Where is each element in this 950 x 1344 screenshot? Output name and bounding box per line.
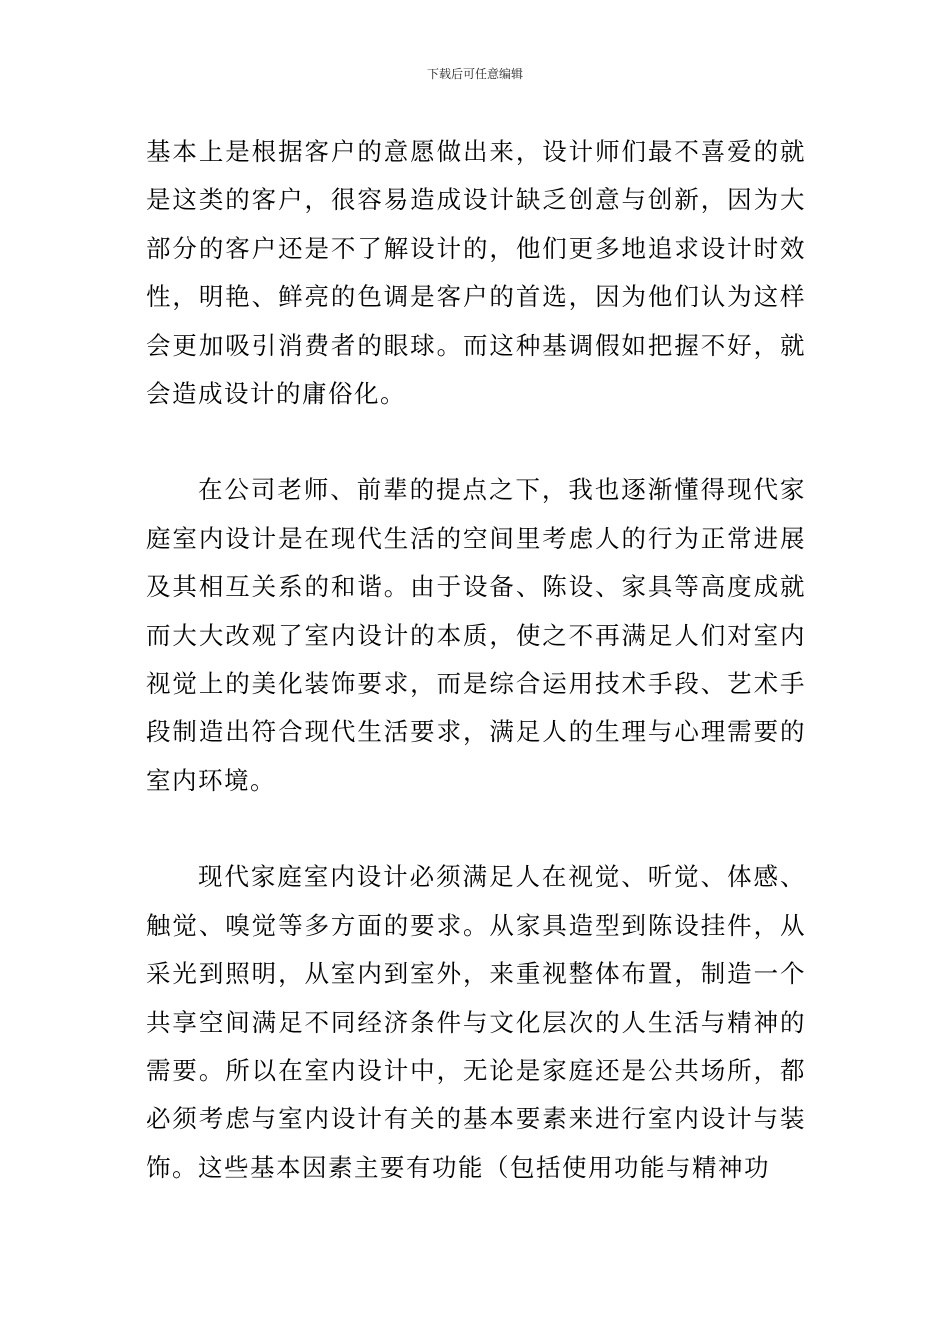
document-body <box>146 128 806 1192</box>
paragraph-1: 基本上是根据客户的意愿做出来，设计师们最不喜爱的就是这类的客户，很容易造成设计缺乏创意与创新，因为大部分的客户还是不了解设计的，他们更多地追求设计时效性，明艳、鲜亮的色调是客户的首选，因为他们认为这样会更加吸引消费者的眼球。而这种基调假如把握不好，就会造成设计的庸俗化。 <box>146 137 806 409</box>
paragraph-3: 现代家庭室内设计必须满足人在视觉、听觉、体感、触觉、嗅觉等多方面的要求。从家具造型到陈设挂件，从采光到照明，从室内到室外，来重视整体布置，制造一个共享空间满足不同经济条件与文化层次的人生活与精神的需要。所以在室内设计中，无论是家庭还是公共场所，都必须考虑与室内设计有关的基本要素来进行室内设计与装饰。这些基本因素主要有功能（包括使用功能与精神功 <box>146 862 806 1182</box>
page-header: 下载后可任意编辑 <box>426 67 523 81</box>
paragraph-2: 在公司老师、前辈的提点之下，我也逐渐懂得现代家庭室内设计是在现代生活的空间里考虑人的行为正常进展及其相互关系的和谐。由于设备、陈设、家具等高度成就而大大改观了室内设计的本质，使之不再满足人们对室内视觉上的美化装饰要求，而是综合运用技术手段、艺术手段制造出符合现代生活要求，满足人的生理与心理需要的室内环境。 <box>146 475 806 795</box>
